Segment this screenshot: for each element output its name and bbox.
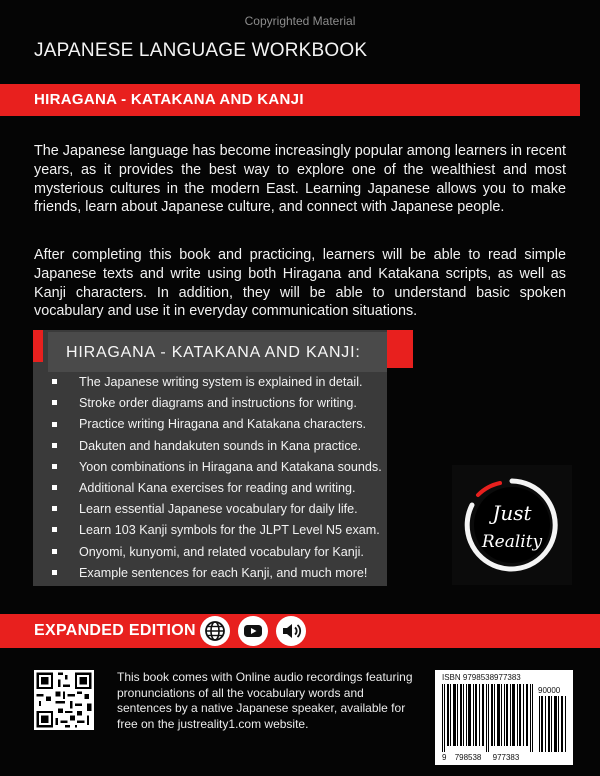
subtitle-banner xyxy=(0,84,580,116)
features-heading: HIRAGANA - KATAKANA AND KANJI: xyxy=(66,344,361,361)
speaker-icon xyxy=(276,616,306,646)
barcode-bars-icon xyxy=(442,684,534,752)
publisher-logo xyxy=(452,465,572,585)
feature-item: Learn essential Japanese vocabulary for daily life. xyxy=(43,499,387,520)
logo-text-just: Just xyxy=(492,501,532,525)
feature-item: Example sentences for each Kanji, and much more! xyxy=(43,563,387,584)
feature-item: Learn 103 Kanji symbols for the JLPT Level N5 exam. xyxy=(43,520,387,541)
isbn-digits: 9 798538 977383 xyxy=(442,753,520,762)
bullet-icon xyxy=(52,422,57,427)
bullet-icon xyxy=(52,549,57,554)
feature-item: Stroke order diagrams and instructions for writing. xyxy=(43,393,387,414)
edition-bar xyxy=(0,614,600,648)
logo-text-reality: Reality xyxy=(481,532,543,552)
addon-bars-icon xyxy=(539,696,567,752)
features-list xyxy=(43,372,387,584)
isbn-barcode xyxy=(435,670,573,765)
bullet-icon xyxy=(52,400,57,405)
bullet-icon xyxy=(52,506,57,511)
bullet-icon xyxy=(52,485,57,490)
qr-code xyxy=(34,670,94,730)
subtitle-text: HIRAGANA - KATAKANA AND KANJI xyxy=(34,91,304,108)
audio-note: This book comes with Online audio recordings featuring pronunciations of all the vocabulary words and sentences by a native Japanese speaker, available for free on the justreality1.com website. xyxy=(117,670,413,731)
feature-item: Additional Kana exercises for reading and writing. xyxy=(43,478,387,499)
feature-item: The Japanese writing system is explained in detail. xyxy=(43,372,387,393)
youtube-icon xyxy=(238,616,268,646)
bullet-icon xyxy=(52,443,57,448)
logo-ring-icon xyxy=(452,465,572,585)
description-paragraph-1: The Japanese language has become increasingly popular among learners in recent years, as it provides the best way to explore one of the wealthiest and most mysterious cultures in the modern East. Learning Japanese allows you to make friends, learn about Japanese culture, and connect with Japanese people. xyxy=(34,143,566,216)
feature-item: Onyomi, kunyomi, and related vocabulary for Kanji. xyxy=(43,542,387,563)
bullet-icon xyxy=(52,527,57,532)
features-accent-left xyxy=(33,330,43,362)
edition-label: EXPANDED EDITION xyxy=(34,622,196,639)
feature-item: Yoon combinations in Hiragana and Katakana sounds. xyxy=(43,457,387,478)
isbn-label: ISBN 9798538977383 xyxy=(442,673,521,682)
watermark: Copyrighted Material xyxy=(244,14,356,28)
feature-item: Practice writing Hiragana and Katakana characters. xyxy=(43,414,387,435)
globe-icon xyxy=(200,616,230,646)
description-paragraph-2: After completing this book and practicing, learners will be able to read simple Japanese texts and write using both Hiragana and Katakana scripts, as well as Kanji characters. In addition, they will be able to understand basic spoken vocabulary and use it in everyday communication situations. xyxy=(34,247,566,320)
bullet-icon xyxy=(52,570,57,575)
price-code: 90000 xyxy=(538,686,561,695)
feature-item: Dakuten and handakuten sounds in Kana practice. xyxy=(43,436,387,457)
features-accent-right xyxy=(387,330,413,368)
bullet-icon xyxy=(52,464,57,469)
features-heading-box xyxy=(48,332,387,372)
bullet-icon xyxy=(52,379,57,384)
book-title: JAPANESE LANGUAGE WORKBOOK xyxy=(34,40,368,61)
